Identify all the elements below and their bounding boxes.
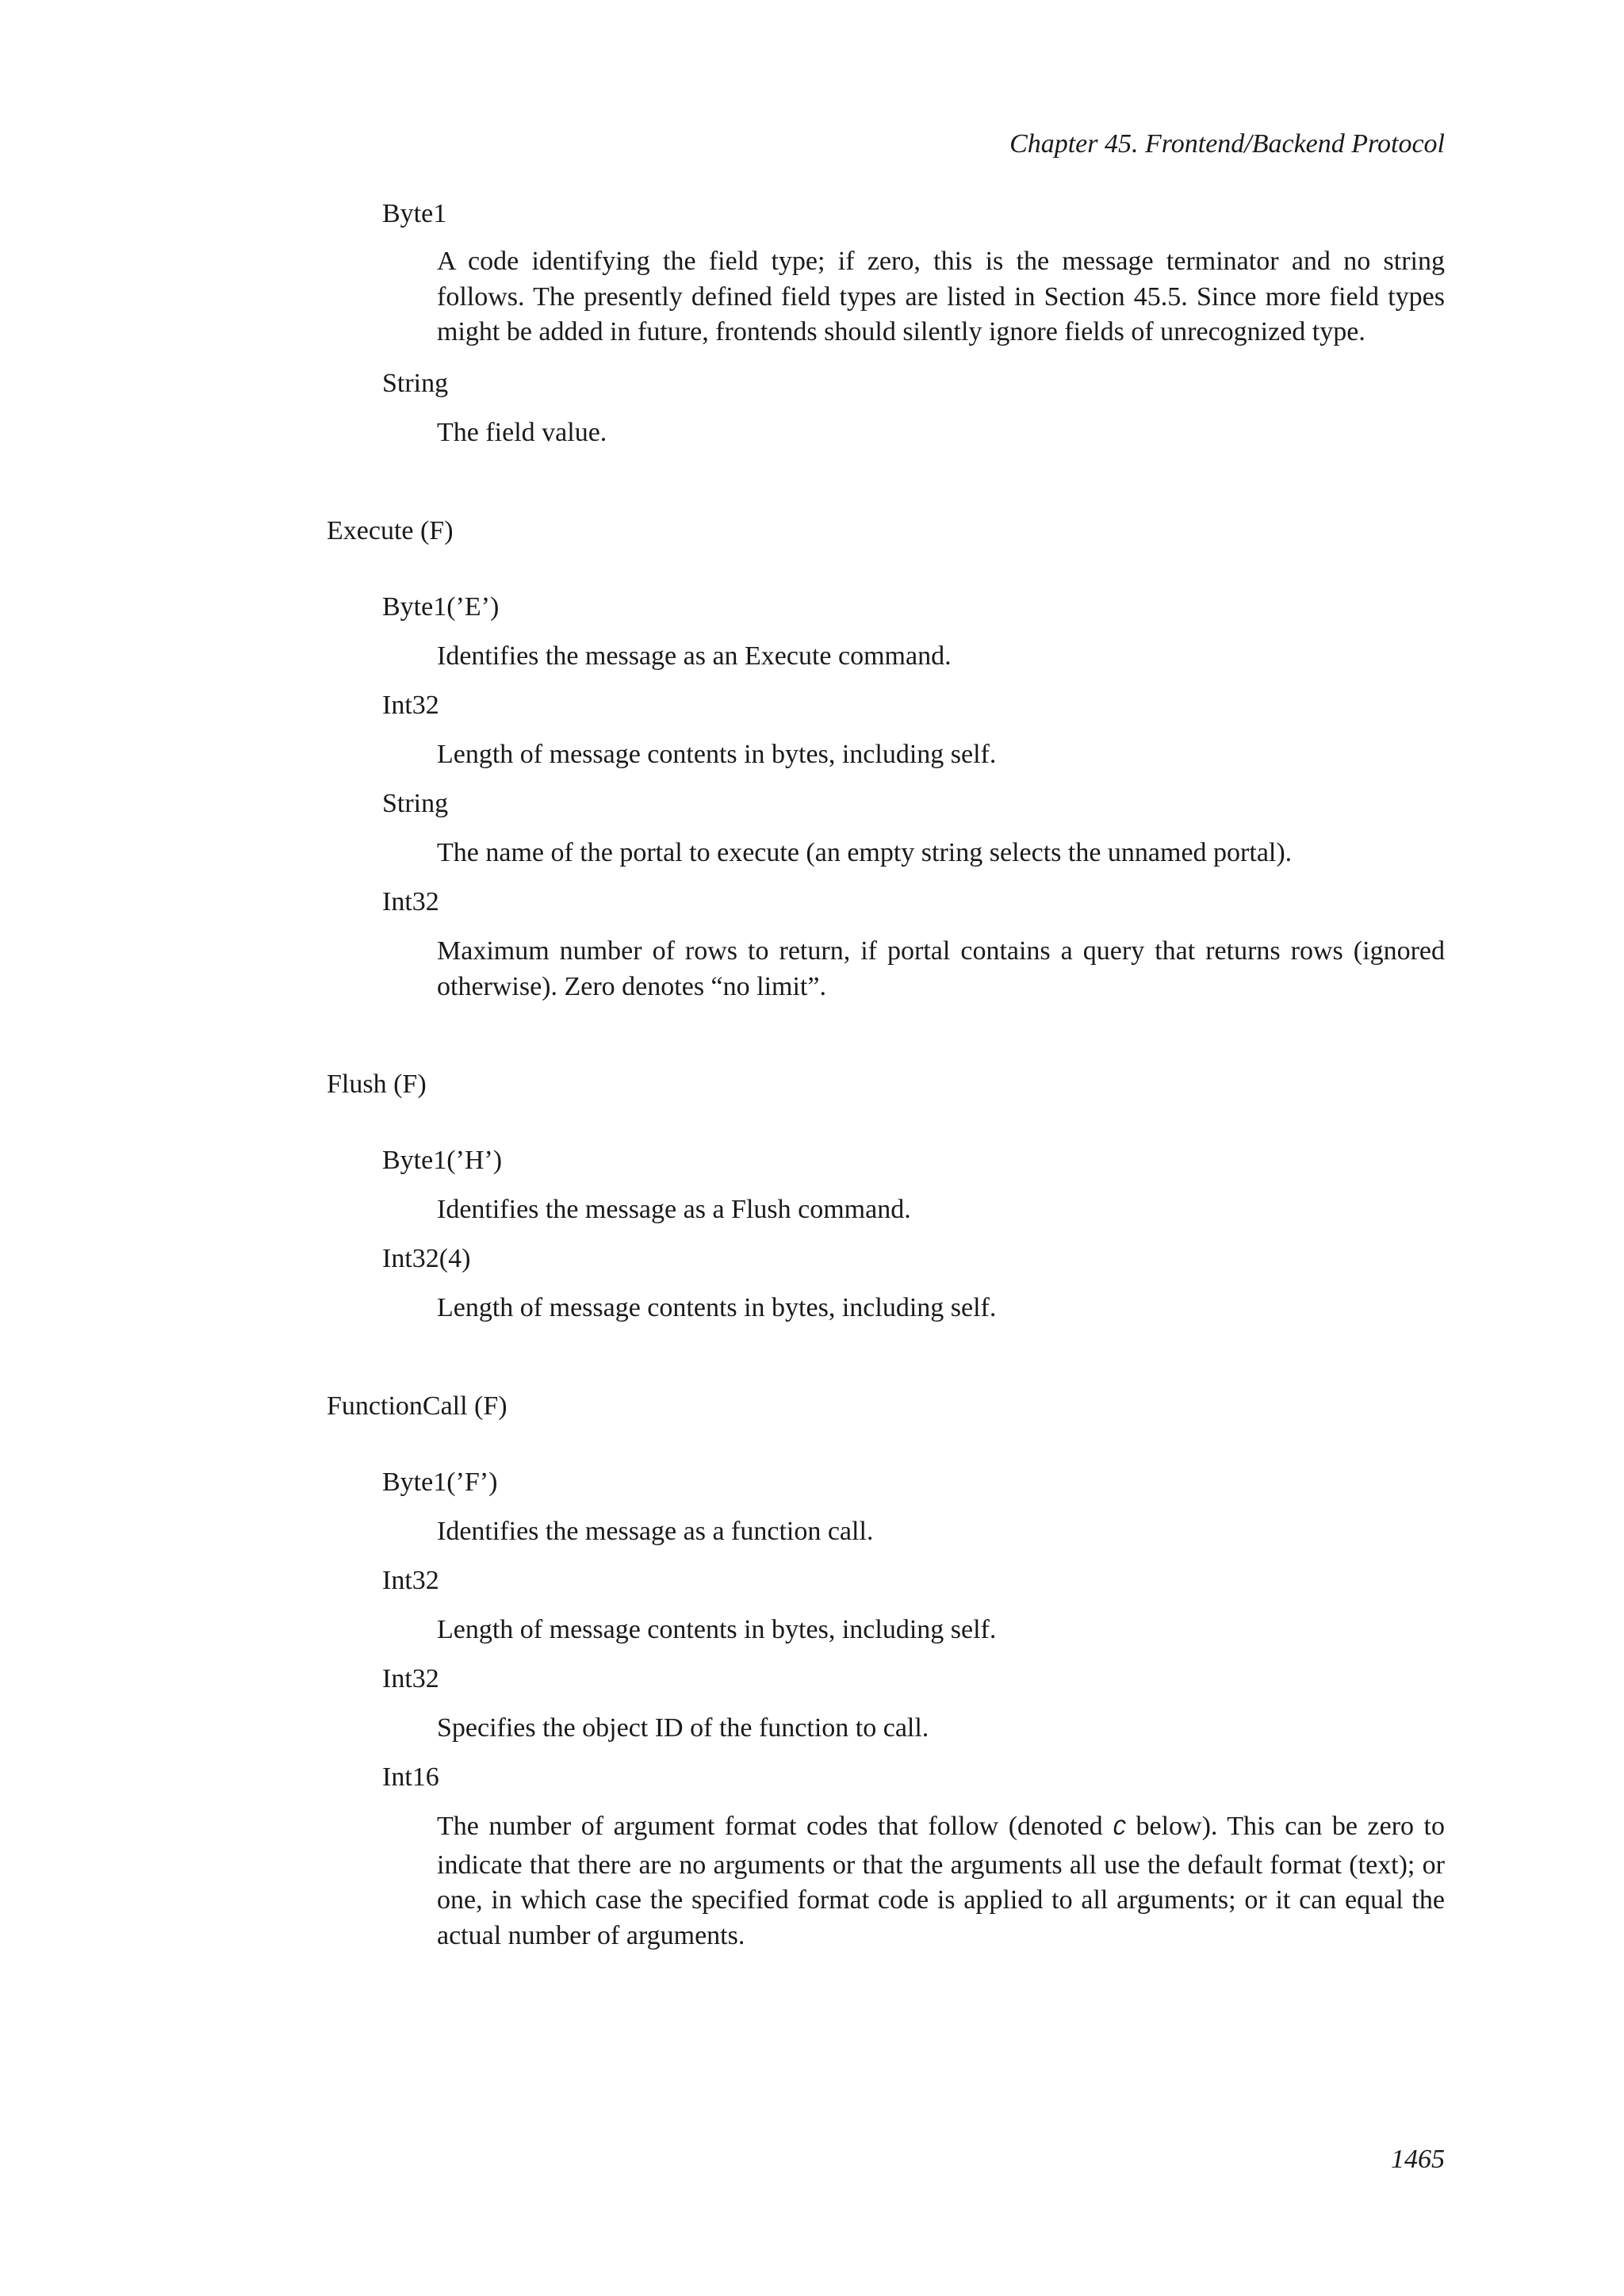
field-name: Int32	[382, 691, 439, 720]
field-name: Byte1(’E’)	[382, 592, 500, 622]
field-name: String	[382, 789, 449, 818]
field-description: Identifies the message as a function call.	[437, 1517, 874, 1546]
field-name: Byte1	[382, 199, 447, 228]
message-title: Execute (F)	[327, 516, 454, 545]
field-name: Byte1(’H’)	[382, 1146, 503, 1175]
field-description: The name of the portal to execute (an empty string selects the unnamed portal).	[437, 838, 1293, 867]
page-number: 1465	[1391, 2145, 1445, 2174]
field-name: Int32	[382, 887, 439, 916]
field-description: Length of message contents in bytes, including self.	[437, 1615, 997, 1644]
running-header: Chapter 45. Frontend/Backend Protocol	[1009, 129, 1445, 159]
field-description: Identifies the message as an Execute command.	[437, 641, 952, 671]
field-description: Length of message contents in bytes, including self.	[437, 740, 997, 769]
field-description: Specifies the object ID of the function to call.	[437, 1713, 929, 1743]
description-text: The number of argument format codes that follow (denoted	[437, 1812, 1113, 1841]
description-text: below). This can be zero to indicate that there are no arguments or that the arguments all use the default format (text); or one, in which case the specified format code is applied to all arguments; or it can equal the actual number of arguments.	[437, 1812, 1445, 1950]
field-description: Identifies the message as a Flush command.	[437, 1195, 911, 1224]
message-title: FunctionCall (F)	[327, 1391, 508, 1421]
field-description	[437, 1809, 1445, 1954]
code-literal: C	[1113, 1817, 1126, 1842]
field-name: Int32(4)	[382, 1244, 471, 1273]
field-name: Int32	[382, 1664, 439, 1693]
field-description: Length of message contents in bytes, including self.	[437, 1293, 997, 1322]
field-description: Maximum number of rows to return, if portal contains a query that returns rows (ignored otherwise). Zero denotes “no limit”.	[437, 936, 1445, 1001]
field-description: A code identifying the field type; if zero, this is the message terminator and no string follows. The presently defined field types are listed in Section 45.5. Since more field types might be added in future, frontends should silently ignore fields of unrecognized type.	[437, 247, 1445, 346]
field-name: Int32	[382, 1566, 439, 1595]
field-description: The field value.	[437, 418, 607, 447]
field-name: Int16	[382, 1762, 439, 1792]
field-name: String	[382, 369, 449, 398]
message-title: Flush (F)	[327, 1070, 427, 1099]
field-name: Byte1(’F’)	[382, 1468, 498, 1497]
